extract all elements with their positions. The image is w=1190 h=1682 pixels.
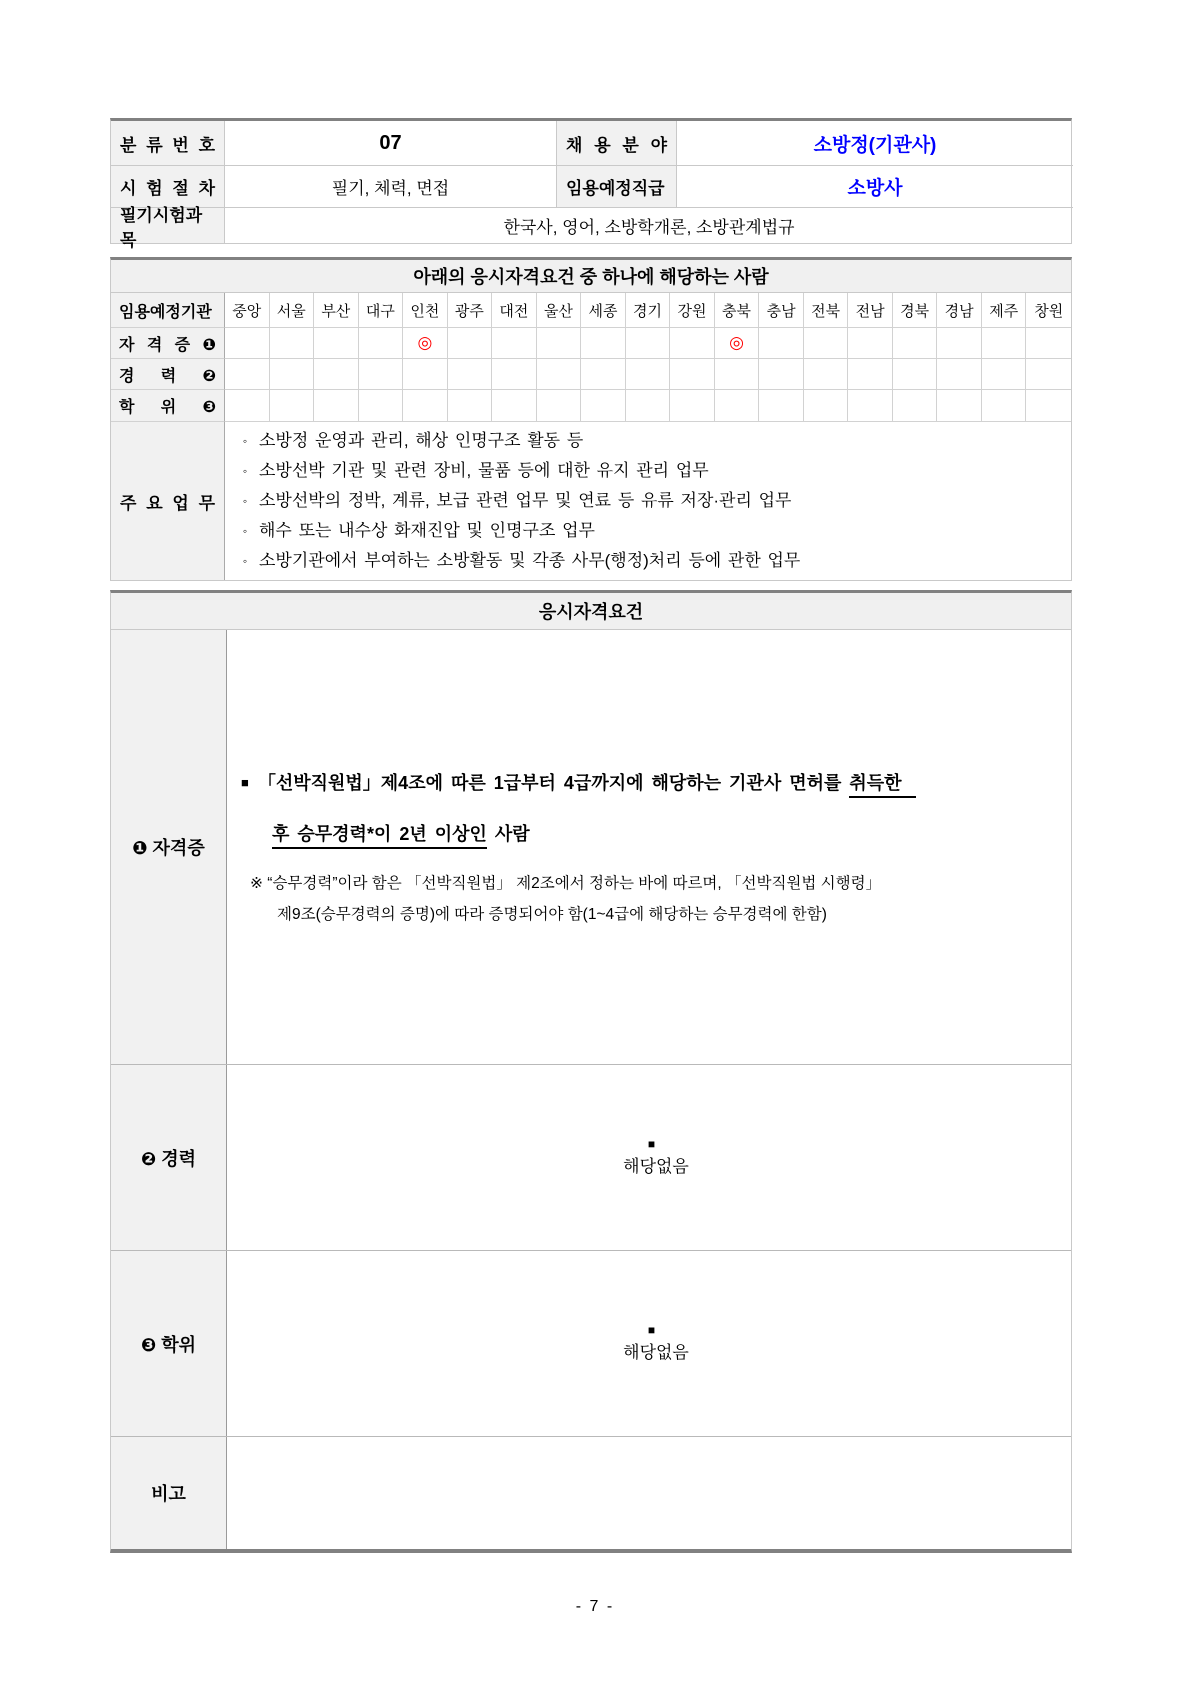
duty-item [231,486,1065,516]
region-cell [804,359,849,390]
duties-row [110,422,1072,581]
region-table-row-label [111,293,225,328]
duty-item [231,456,1065,486]
region-cell [403,390,448,422]
certificate-row-body [227,630,1071,1064]
region-cell [314,390,359,422]
region-cell [715,390,760,422]
circle-bullet-icon: ◦ [242,524,248,538]
certificate-line1-normal: 「선박직원법」제4조에 따른 1급부터 4급까지에 해당하는 기관사 면허를 [257,772,842,793]
label-written-subjects [111,205,225,250]
region-column-header: 서울 [270,293,315,328]
expected-rank-value: 소방사 [677,166,1073,208]
region-cell [982,328,1027,359]
region-cell [581,359,626,390]
region-cell [982,390,1027,422]
region-row-label-text: 학 위 ❸ [119,399,216,416]
duty-item-text: 해수 또는 내수상 화재진압 및 인명구조 업무 [259,521,595,540]
written-subjects-value: 한국사, 영어, 소방학개론, 소방관계법규 [503,218,795,237]
certificate-note-line2: 제9조(승무경력의 증명)에 따라 증명되어야 함(1~4급에 해당하는 승무경력에 한함) [277,905,827,923]
region-column-header: 경기 [626,293,671,328]
region-cell [314,359,359,390]
region-cell [937,390,982,422]
region-column-header: 대전 [492,293,537,328]
duty-item [231,426,1065,456]
region-row-label [111,390,225,422]
region-cell [448,359,493,390]
requirements-table [110,590,1072,1553]
region-column-header: 대구 [359,293,404,328]
region-cell [537,328,582,359]
region-cell [492,359,537,390]
region-cell [759,328,804,359]
duties-list [225,422,1071,580]
region-column-header: 경남 [937,293,982,328]
region-cell [537,359,582,390]
region-cell [448,390,493,422]
region-cell [670,359,715,390]
region-cell [937,328,982,359]
duties-label [111,422,225,580]
region-cell [626,390,671,422]
recruitment-field-value: 소방정(기관사) [677,121,1073,166]
label-expected-rank [557,166,677,208]
certificate-line1-underlined: 취득한 [849,773,915,798]
region-cell [804,328,849,359]
remarks-row-label: 비고 [111,1437,227,1549]
region-cell [670,390,715,422]
region-column-header: 강원 [670,293,715,328]
region-cell [848,328,893,359]
duty-item [231,516,1065,546]
certificate-requirement-line1 [241,769,1059,795]
classification-number-value: 07 [225,121,557,166]
document-page [110,118,1072,1553]
region-cell [626,328,671,359]
career-row-body [227,1065,1071,1250]
duty-item [231,546,1065,576]
circle-bullet-icon: ◦ [242,434,248,448]
region-cell [492,390,537,422]
region-cell [893,390,938,422]
circle-bullet-icon: ◦ [242,494,248,508]
degree-row-body [227,1251,1071,1436]
region-cell [359,390,404,422]
region-table-row-label-text: 임용예정기관 [119,303,212,321]
region-cell [225,328,270,359]
region-cell [225,390,270,422]
spacer [110,581,1072,590]
label-written-subjects-text: 필기시험과목 [120,205,203,250]
region-cell [270,328,315,359]
region-column-header: 세종 [581,293,626,328]
career-value: 해당없음 [623,1157,689,1176]
region-cell [1026,328,1071,359]
region-cell [314,328,359,359]
label-recruitment-field [557,121,677,166]
region-cell [759,359,804,390]
region-cell [448,328,493,359]
eligibility-band-title: 아래의 응시자격요건 중 하나에 해당하는 사람 [110,257,1072,293]
region-cell [359,359,404,390]
region-cell [893,359,938,390]
region-cell [581,328,626,359]
region-cell [848,390,893,422]
region-column-header: 부산 [314,293,359,328]
region-column-header: 전북 [804,293,849,328]
label-classification-number [111,121,225,166]
region-cell [626,359,671,390]
region-row-label [111,359,225,390]
region-row-label-text: 자 격 증 ❶ [119,336,216,354]
duty-item-text: 소방정 운영과 관리, 해상 인명구조 활동 등 [259,431,584,450]
square-bullet-icon: ■ [647,1137,656,1151]
duty-item-text: 소방기관에서 부여하는 소방활동 및 각종 사무(행정)처리 등에 관한 업무 [259,551,801,570]
region-cell [937,359,982,390]
region-cell [492,328,537,359]
requirements-band-title: 응시자격요건 [111,593,1071,630]
career-row-label: ❷ 경력 [111,1065,227,1250]
label-expected-rank-text: 임용예정직급 [566,179,665,198]
region-cell [715,359,760,390]
remarks-row-body [227,1437,1071,1549]
certificate-note-line1: ※ “승무경력”이라 함은 「선박직원법」 제2조에서 정하는 바에 따르며, 「선박직원법 시행령」 [250,874,882,892]
label-recruitment-field-text: 채 용 분 야 [566,135,667,155]
region-mark-cell: ◎ [715,328,760,359]
exam-procedure-value: 필기, 체력, 면접 [225,166,557,208]
requirement-row-remarks [111,1437,1071,1549]
region-cell [270,390,315,422]
duty-item-text: 소방선박의 정박, 계류, 보급 관련 업무 및 연료 등 유류 저장·관리 업무 [259,491,792,510]
region-column-header: 충북 [715,293,760,328]
region-cell [848,359,893,390]
region-mark-cell: ◎ [403,328,448,359]
duty-item-text: 소방선박 기관 및 관련 장비, 물품 등에 대한 유지 관리 업무 [259,461,709,480]
square-bullet-icon: ■ [241,774,249,790]
region-column-header: 중앙 [225,293,270,328]
region-cell [759,390,804,422]
region-cell [893,328,938,359]
region-cell [359,328,404,359]
certificate-note [241,874,1059,926]
region-column-header: 창원 [1026,293,1071,328]
region-row-label-text: 경 력 ❷ [119,367,216,385]
region-cell [670,328,715,359]
region-cell [804,390,849,422]
degree-row-label: ❸ 학위 [111,1251,227,1436]
region-cell [537,390,582,422]
region-column-header: 인천 [403,293,448,328]
square-bullet-icon: ■ [647,1323,656,1337]
spacer [110,244,1072,257]
region-column-header: 광주 [448,293,493,328]
region-cell [270,359,315,390]
degree-value: 해당없음 [623,1343,689,1362]
requirement-row-career [111,1065,1071,1251]
certificate-requirement-line2 [241,820,1059,846]
certificate-line2-underlined: 후 승무경력*이 2년 이상인 [272,824,487,849]
page-number: - 7 - [575,1598,615,1615]
certificate-line2-normal: 사람 [494,823,530,844]
region-cell [1026,359,1071,390]
certificate-row-label: ❶ 자격증 [111,630,227,1064]
region-cell [581,390,626,422]
region-cell [225,359,270,390]
region-cell [403,359,448,390]
duties-label-text: 주 요 업 무 [120,493,215,513]
requirement-row-certificate [111,630,1071,1065]
region-row-label [111,328,225,359]
region-column-header: 제주 [982,293,1027,328]
region-cell [982,359,1027,390]
label-classification-number-text: 분 류 번 호 [120,135,215,155]
requirement-row-degree [111,1251,1071,1437]
circle-bullet-icon: ◦ [242,554,248,568]
region-column-header: 충남 [759,293,804,328]
region-cell [1026,390,1071,422]
region-column-header: 전남 [848,293,893,328]
region-column-header: 경북 [893,293,938,328]
label-exam-procedure-text: 시 험 절 차 [120,179,215,198]
region-grid [110,293,1072,422]
circle-bullet-icon: ◦ [242,464,248,478]
info-table [110,118,1072,250]
region-column-header: 울산 [537,293,582,328]
